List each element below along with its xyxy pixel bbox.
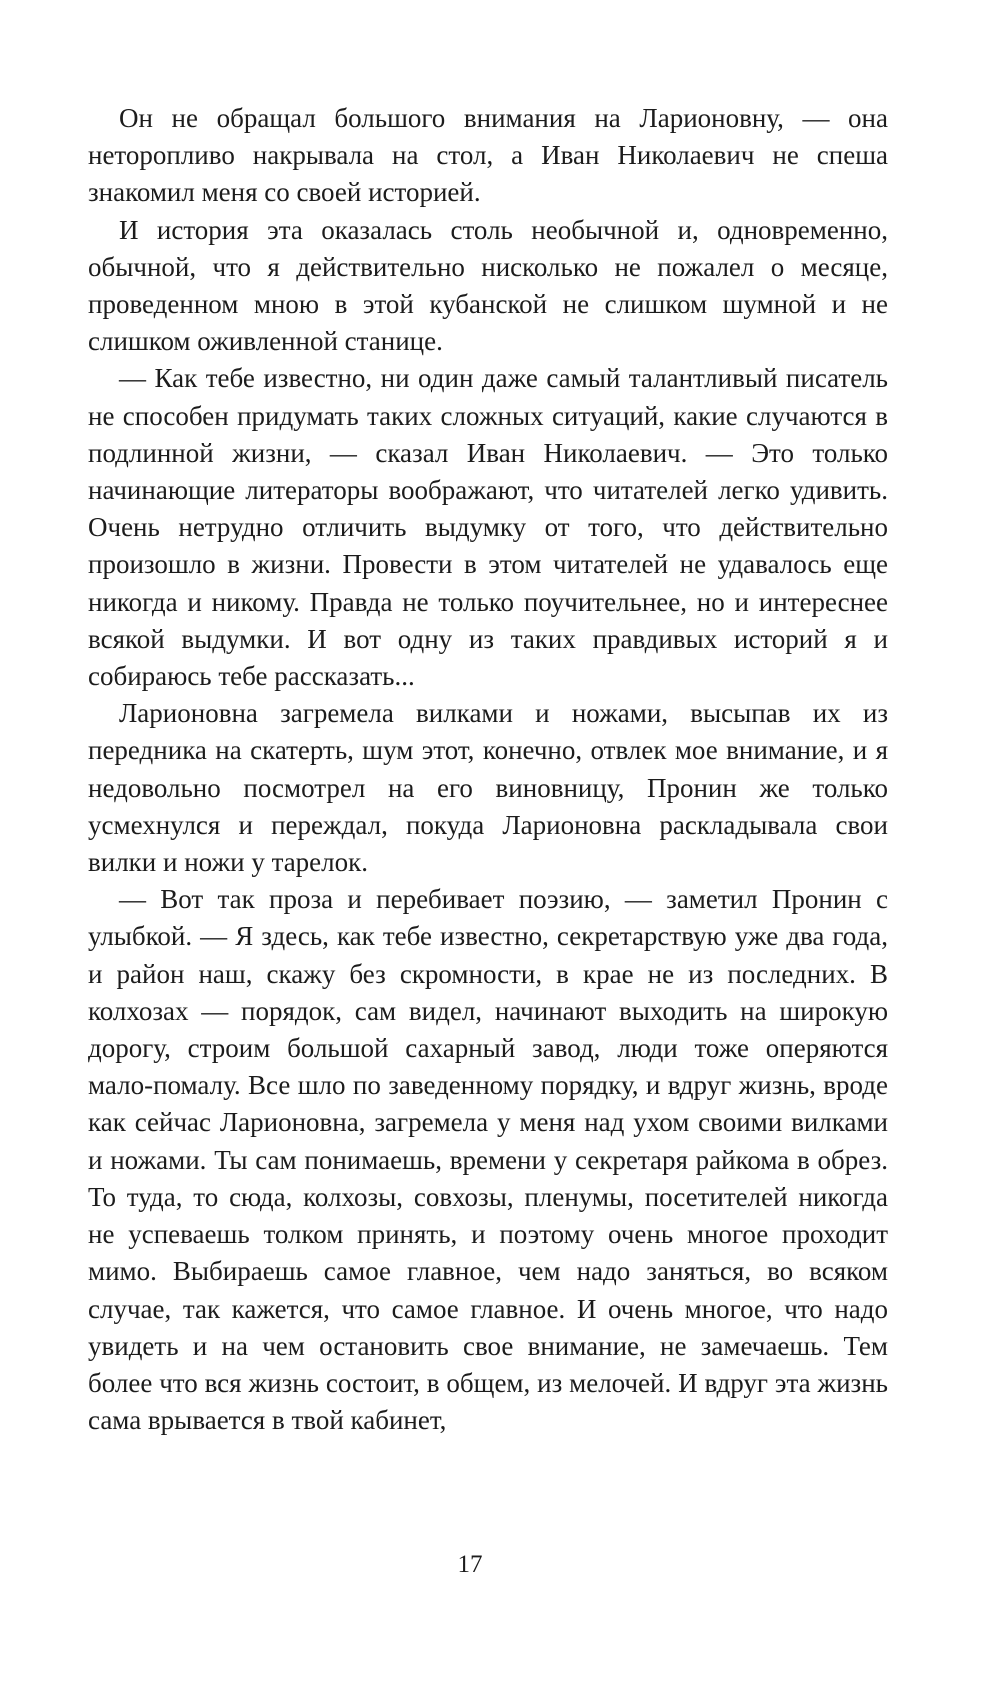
body-text	[88, 100, 888, 1439]
paragraph: Ларионовна загремела вилками и ножами, высыпав их из передника на скатерть, шум этот, конечно, отвлек мое внимание, и я недовольно посмотрел на его виновницу, Пронин же только усмехнулся и переждал, покуда Ларионовна раскладывала свои вилки и ножи у тарелок.	[88, 698, 888, 878]
paragraph: Он не обращал большого внимания на Ларионовну, — она неторопливо накрывала на стол, а Иван Николаевич не спеша знакомил меня со своей историей.	[88, 103, 888, 208]
paragraph: — Вот так проза и перебивает поэзию, — заметил Пронин с улыбкой. — Я здесь, как тебе известно, секретарствую уже два года, и район наш, скажу без скромности, в крае не из последних. В колхозах — порядок, сам видел, начинают выходить на широкую дорогу, строим большой сахарный завод, люди тоже оперяются мало-помалу. Все шло по заведенному порядку, и вдруг жизнь, вроде как сейчас Ларионовна, загремела у меня над ухом своими вилками и ножами. Ты сам понимаешь, времени у секретаря райкома в обрез. То туда, то сюда, колхозы, совхозы, пленумы, посетителей никогда не успеваешь толком принять, и поэтому очень многое проходит мимо. Выбираешь самое главное, чем надо заняться, во всяком случае, так кажется, что самое главное. И очень многое, что надо увидеть и на чем остановить свое внимание, не замечаешь. Тем более что вся жизнь состоит, в общем, из мелочей. И вдруг эта жизнь сама врывается в твой кабинет,	[88, 884, 888, 1436]
paragraph: И история эта оказалась столь необычной и, одновременно, обычной, что я действительно нисколько не пожалел о месяце, проведенном мною в этой кубанской не слишком шумной и не слишком оживленной станице.	[88, 214, 888, 357]
page-number: 17	[457, 1551, 483, 1578]
paragraph: — Как тебе известно, ни один даже самый талантливый писатель не способен придумать таких сложных ситуаций, какие случаются в подлинной жизни, — сказал Иван Николаевич. — Это только начинающие литераторы воображают, что читателей легко удивить. Очень нетрудно отличить выдумку от того, что действительно произошло в жизни. Провести в этом читателей не удавалось еще никогда и никому. Правда не только поучительнее, но и интереснее всякой выдумки. И вот одну из таких правдивых историй я и собираюсь тебе рассказать...	[88, 363, 888, 692]
